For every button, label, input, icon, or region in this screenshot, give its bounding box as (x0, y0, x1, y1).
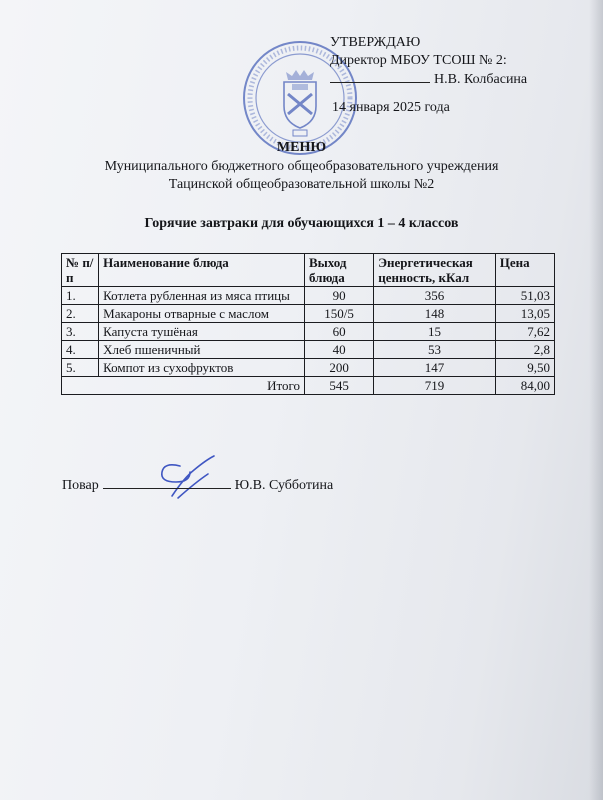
cell-name: Хлеб пшеничный (99, 341, 305, 359)
total-price: 84,00 (495, 377, 554, 395)
director-line: Директор МБОУ ТСОШ № 2: (330, 53, 507, 68)
table-row (62, 323, 555, 341)
cell-energy: 53 (374, 341, 495, 359)
organization-name (0, 158, 603, 194)
cell-num: 1. (62, 287, 99, 305)
organization-line-2: Тацинской общеобразовательной школы №2 (168, 177, 435, 192)
cell-output: 200 (304, 359, 373, 377)
cook-signature-line (62, 476, 333, 494)
cell-energy: 147 (374, 359, 495, 377)
cook-name: Ю.В. Субботина (234, 478, 334, 493)
cell-name: Котлета рубленная из мяса птицы (99, 287, 305, 305)
table-row (62, 305, 555, 323)
total-output: 545 (304, 377, 373, 395)
menu-table (61, 253, 555, 395)
table-row (62, 341, 555, 359)
cook-label: Повар (62, 478, 99, 493)
cell-output: 90 (304, 287, 373, 305)
cell-price: 9,50 (495, 359, 554, 377)
total-label: Итого (62, 377, 305, 395)
cell-num: 2. (62, 305, 99, 323)
cell-num: 5. (62, 359, 99, 377)
director-name: Н.В. Колбасина (434, 72, 528, 87)
cell-name: Капуста тушёная (99, 323, 305, 341)
header-output: Выход блюда (304, 254, 373, 287)
approval-date: 14 января 2025 года (332, 100, 450, 115)
total-energy: 719 (374, 377, 495, 395)
cell-name: Макароны отварные с маслом (99, 305, 305, 323)
cell-output: 60 (304, 323, 373, 341)
cell-num: 3. (62, 323, 99, 341)
page-edge-shadow (589, 0, 603, 800)
header-price: Цена (495, 254, 554, 287)
cell-output: 150/5 (304, 305, 373, 323)
cell-price: 51,03 (495, 287, 554, 305)
header-name: Наименование блюда (99, 254, 305, 287)
director-signature-line (330, 70, 590, 89)
cell-energy: 148 (374, 305, 495, 323)
header-num: № п/п (62, 254, 99, 287)
cell-price: 2,8 (495, 341, 554, 359)
table-header-row (62, 254, 555, 287)
cell-num: 4. (62, 341, 99, 359)
header-energy: Энергетическая ценность, кКал (374, 254, 495, 287)
cell-energy: 356 (374, 287, 495, 305)
signature-blank (330, 70, 430, 83)
organization-line-1: Муниципального бюджетного общеобразовательного учреждения (104, 159, 499, 174)
cell-output: 40 (304, 341, 373, 359)
cell-price: 13,05 (495, 305, 554, 323)
document-title: МЕНЮ (276, 140, 327, 155)
cook-signature-blank (103, 476, 231, 489)
approval-block (330, 34, 590, 89)
table-row (62, 359, 555, 377)
cell-energy: 15 (374, 323, 495, 341)
table-total-row (62, 377, 555, 395)
menu-subtitle: Горячие завтраки для обучающихся 1 – 4 классов (144, 216, 459, 231)
cell-name: Компот из сухофруктов (99, 359, 305, 377)
table-row (62, 287, 555, 305)
cell-price: 7,62 (495, 323, 554, 341)
approval-heading: УТВЕРЖДАЮ (330, 35, 421, 50)
